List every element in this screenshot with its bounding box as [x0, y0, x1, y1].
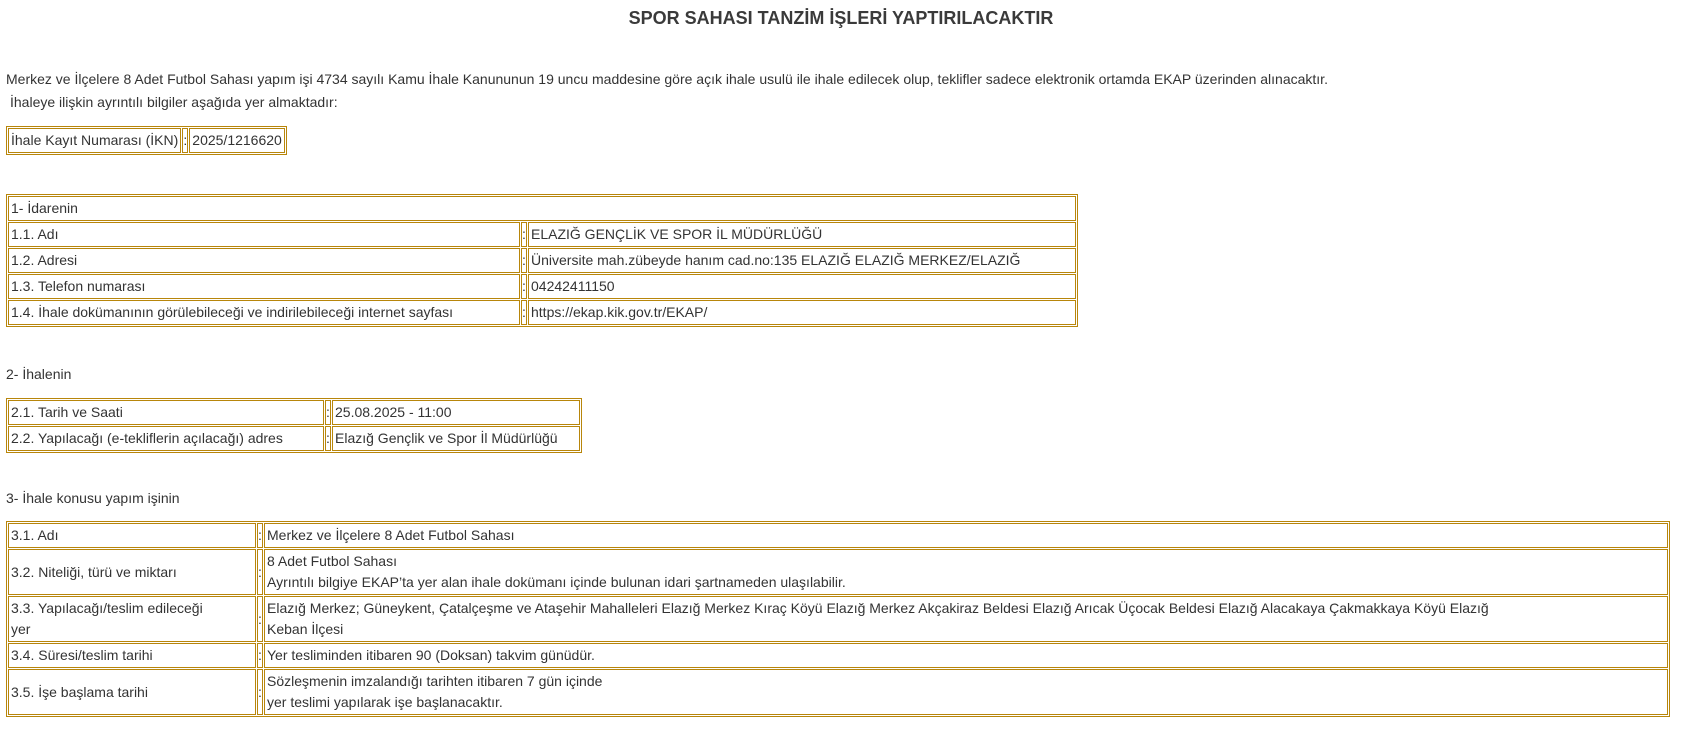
separator: :: [257, 523, 263, 548]
table-row: [8, 274, 1076, 299]
row-value: 04242411150: [528, 274, 1076, 299]
row-label: 3.4. Süresi/teslim tarihi: [8, 643, 256, 668]
row-value: Üniversite mah.zübeyde hanım cad.no:135 ELAZIĞ ELAZIĞ MERKEZ/ELAZIĞ: [528, 248, 1076, 273]
page-title: SPOR SAHASI TANZİM İŞLERİ YAPTIRILACAKTIR: [628, 8, 1054, 28]
row-label: 1.3. Telefon numarası: [8, 274, 520, 299]
table-row: [8, 400, 580, 425]
row-value: ELAZIĞ GENÇLİK VE SPOR İL MÜDÜRLÜĞÜ: [528, 222, 1076, 247]
table-row: [8, 549, 1668, 595]
label-line: 3.3. Yapılacağı/teslim edileceği: [11, 600, 203, 616]
row-value: [264, 596, 1668, 642]
table-row: [8, 300, 1076, 325]
ikn-row: [8, 128, 285, 153]
table-row: [8, 643, 1668, 668]
row-label: 3.1. Adı: [8, 523, 256, 548]
idare-heading-row: [8, 196, 1076, 221]
value-line: Elazığ Merkez; Güneykent, Çatalçeşme ve Ataşehir Mahalleleri Elazığ Merkez Kıraç Köyü Elazığ Merkez Akçakiraz Beldesi Elazığ Arıcak Üçocak Beldesi Elazığ Alacakaya Çakmakkaya Köyü Elazığ: [267, 600, 1489, 616]
separator: :: [325, 400, 331, 425]
intro-text: [6, 68, 1666, 114]
separator: :: [257, 596, 263, 642]
row-label: 1.2. Adresi: [8, 248, 520, 273]
separator: :: [521, 248, 527, 273]
row-value: Yer tesliminden itibaren 90 (Doksan) takvim günüdür.: [264, 643, 1668, 668]
row-label: 2.1. Tarih ve Saati: [8, 400, 324, 425]
row-value: Elazığ Gençlik ve Spor İl Müdürlüğü: [332, 426, 580, 451]
separator: :: [257, 549, 263, 595]
separator: :: [521, 300, 527, 325]
value-line: Keban İlçesi: [267, 621, 344, 637]
value-line: yer teslimi yapılarak işe başlanacaktır.: [267, 694, 503, 710]
label-line: yer: [11, 621, 31, 637]
row-value: Merkez ve İlçelere 8 Adet Futbol Sahası: [264, 523, 1668, 548]
ihale-heading: 2- İhalenin: [6, 366, 72, 382]
table-row: [8, 426, 580, 451]
separator: :: [521, 222, 527, 247]
table-row: [8, 248, 1076, 273]
value-line: Sözleşmenin imzalandığı tarihten itibaren 7 gün içinde: [267, 673, 603, 689]
ikn-table: [6, 126, 287, 155]
row-label: 1.4. İhale dokümanının görülebileceği ve indirilebileceği internet sayfası: [8, 300, 520, 325]
is-table: [6, 521, 1670, 717]
ikn-value: 2025/1216620: [189, 128, 285, 153]
separator: :: [257, 643, 263, 668]
row-label: 2.2. Yapılacağı (e-tekliflerin açılacağı) adres: [8, 426, 324, 451]
separator: :: [521, 274, 527, 299]
idare-heading: 1- İdarenin: [8, 196, 1076, 221]
separator: :: [182, 128, 188, 153]
row-label: [8, 596, 256, 642]
row-label: 1.1. Adı: [8, 222, 520, 247]
ihale-table: [6, 398, 582, 453]
row-label: 3.5. İşe başlama tarihi: [8, 669, 256, 715]
ikn-label: İhale Kayıt Numarası (İKN): [8, 128, 181, 153]
table-row: [8, 596, 1668, 642]
is-heading: 3- İhale konusu yapım işinin: [6, 490, 180, 506]
row-label: 3.2. Niteliği, türü ve miktarı: [8, 549, 256, 595]
row-value: [264, 669, 1668, 715]
row-value: 25.08.2025 - 11:00: [332, 400, 580, 425]
value-line: 8 Adet Futbol Sahası: [267, 553, 397, 569]
table-row: [8, 222, 1076, 247]
value-line: Ayrıntılı bilgiye EKAP’ta yer alan ihale dokümanı içinde bulunan idari şartnameden ulaşılabilir.: [267, 574, 846, 590]
intro-line-2: İhaleye ilişkin ayrıntılı bilgiler aşağıda yer almaktadır:: [10, 94, 338, 110]
row-value: https://ekap.kik.gov.tr/EKAP/: [528, 300, 1076, 325]
intro-line-1: Merkez ve İlçelere 8 Adet Futbol Sahası yapım işi 4734 sayılı Kamu İhale Kanununun 19 uncu maddesine göre açık ihale usulü ile ihale edilecek olup, teklifler sadece elektronik ortamda EKAP üzerinden alınacaktır.: [6, 71, 1328, 87]
row-value: [264, 549, 1668, 595]
table-row: [8, 523, 1668, 548]
idare-table: [6, 194, 1078, 327]
table-row: [8, 669, 1668, 715]
separator: :: [257, 669, 263, 715]
separator: :: [325, 426, 331, 451]
